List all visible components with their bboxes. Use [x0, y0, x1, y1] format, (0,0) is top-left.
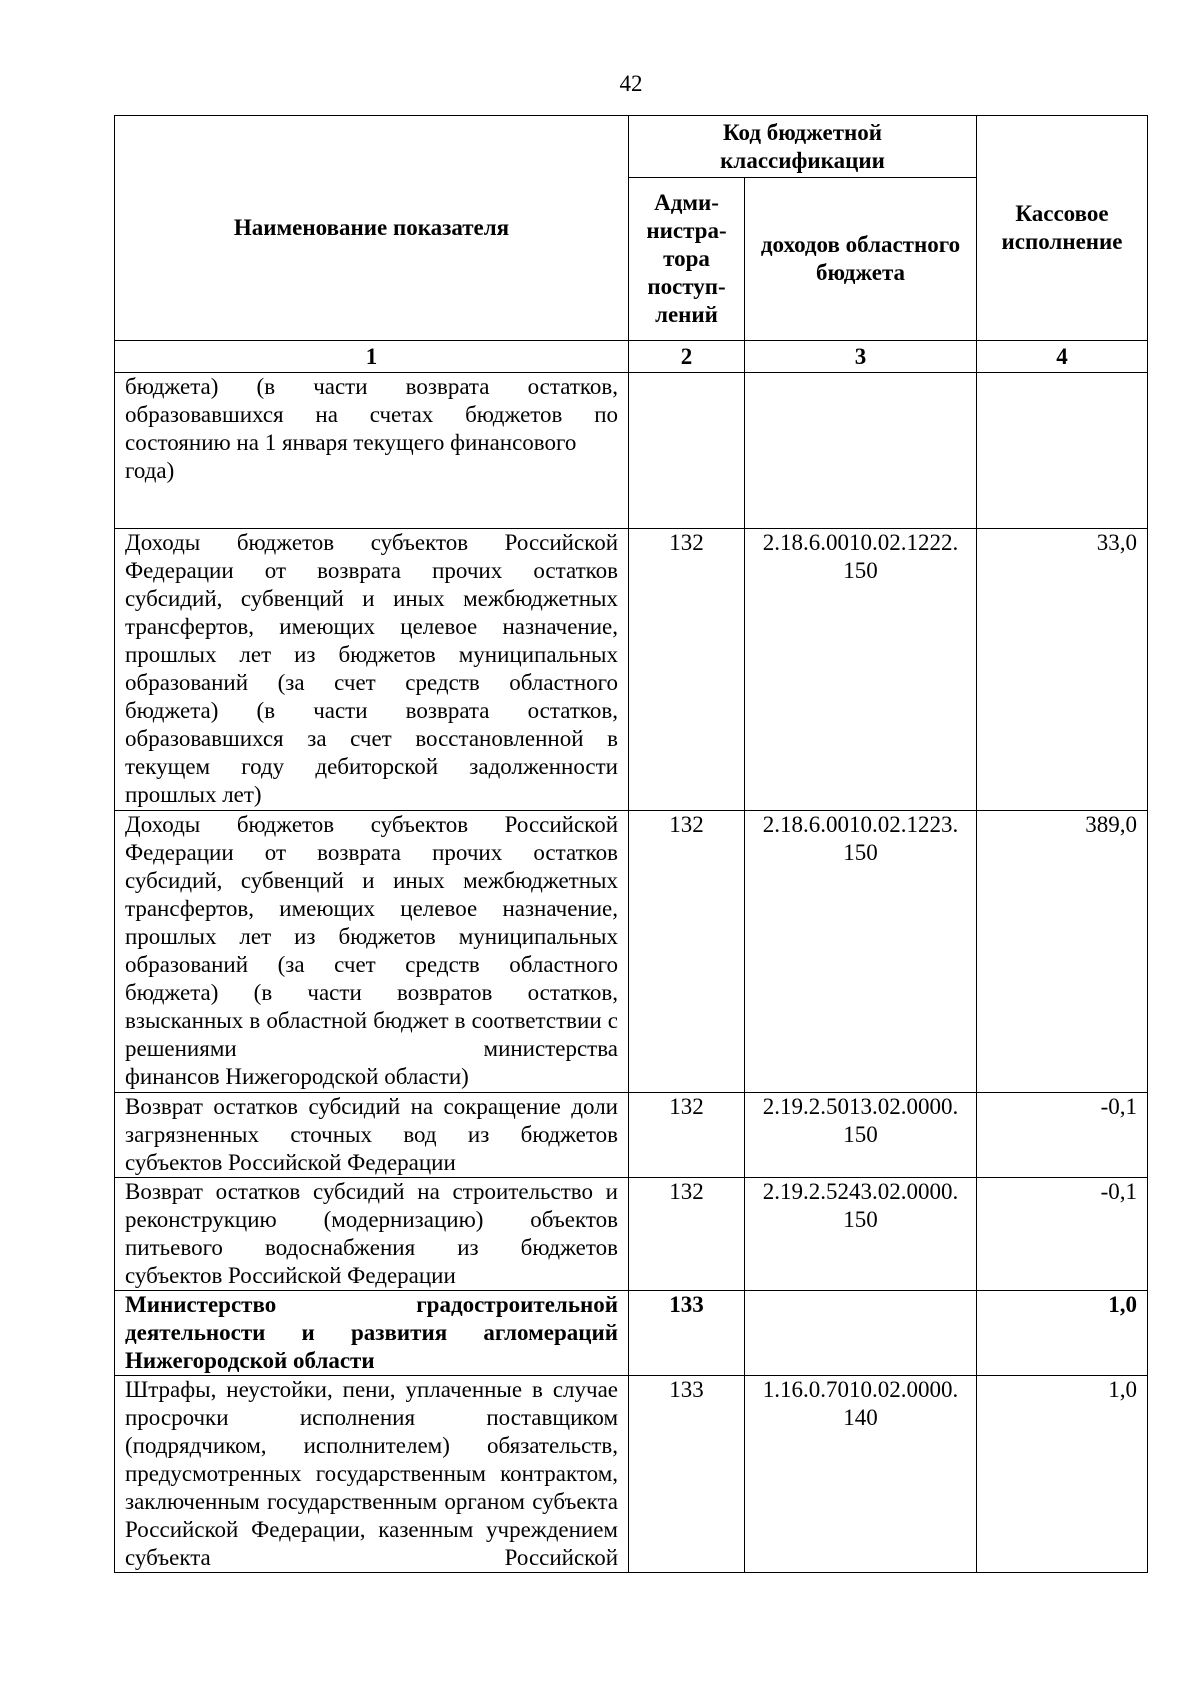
row-admin: 132	[629, 1178, 745, 1291]
row-name: Министерство градостроительной деятельности и развития агломераций Нижегородской области	[115, 1291, 629, 1376]
col-number-2: 2	[629, 341, 745, 373]
table-row	[115, 1376, 1148, 1573]
header-execution: Кассовое исполнение	[977, 116, 1148, 341]
row-code	[745, 373, 977, 529]
row-code: 2.18.6.0010.02.1222. 150	[745, 529, 977, 811]
row-admin: 132	[629, 811, 745, 1093]
row-admin: 132	[629, 1093, 745, 1178]
table-row	[115, 1178, 1148, 1291]
budget-table	[114, 115, 1148, 1573]
header-name: Наименование показателя	[115, 116, 629, 341]
row-code	[745, 1291, 977, 1376]
col-number-3: 3	[745, 341, 977, 373]
row-amount: -0,1	[977, 1093, 1148, 1178]
row-code: 2.19.2.5243.02.0000. 150	[745, 1178, 977, 1291]
header-income: доходов областного бюджета	[745, 178, 977, 341]
row-admin: 132	[629, 529, 745, 811]
row-amount: 389,0	[977, 811, 1148, 1093]
header-admin: Адми-нистра-тора поступ-лений	[629, 178, 745, 341]
row-amount: 1,0	[977, 1376, 1148, 1573]
table-row	[115, 1093, 1148, 1178]
row-amount: 1,0	[977, 1291, 1148, 1376]
row-code: 1.16.0.7010.02.0000. 140	[745, 1376, 977, 1573]
row-admin: 133	[629, 1291, 745, 1376]
table-row	[115, 529, 1148, 811]
page-number: 42	[619, 71, 643, 96]
row-code: 2.19.2.5013.02.0000. 150	[745, 1093, 977, 1178]
row-name: Доходы бюджетов субъектов Российской Федерации от возврата прочих остатков субсидий, субвенций и иных межбюджетных трансфертов, имеющих целевое назначение, прошлых лет из бюджетов муниципальных образований (за счет средств областного бюджета) (в части возвратов остатков, взысканных в областной бюджет в соответствии с решениями министерства финансов Нижегородской области)	[115, 811, 629, 1093]
row-name: Возврат остатков субсидий на строительство и реконструкцию (модернизацию) объектов питьевого водоснабжения из бюджетов субъектов Российской Федерации	[115, 1178, 629, 1291]
row-name: Штрафы, неустойки, пени, уплаченные в случае просрочки исполнения поставщиком (подрядчиком, исполнителем) обязательств, предусмотренных государственным контрактом, заключенным государственным органом субъекта Российской Федерации, казенным учреждением субъекта Российской	[115, 1376, 629, 1573]
row-code: 2.18.6.0010.02.1223. 150	[745, 811, 977, 1093]
row-admin: 133	[629, 1376, 745, 1573]
row-amount: 33,0	[977, 529, 1148, 811]
row-amount: -0,1	[977, 1178, 1148, 1291]
table-row	[115, 373, 1148, 529]
row-admin	[629, 373, 745, 529]
col-number-4: 4	[977, 341, 1148, 373]
row-name: бюджета) (в части возврата остатков, образовавшихся на счетах бюджетов по состоянию на 1 января текущего финансового года)	[115, 373, 629, 529]
row-amount	[977, 373, 1148, 529]
header-code-group: Код бюджетной классификации	[629, 116, 977, 178]
row-name: Возврат остатков субсидий на сокращение доли загрязненных сточных вод из бюджетов субъектов Российской Федерации	[115, 1093, 629, 1178]
table-row	[115, 811, 1148, 1093]
col-number-1: 1	[115, 341, 629, 373]
table-row-ministry	[115, 1291, 1148, 1376]
row-name: Доходы бюджетов субъектов Российской Федерации от возврата прочих остатков субсидий, субвенций и иных межбюджетных трансфертов, имеющих целевое назначение, прошлых лет из бюджетов муниципальных образований (за счет средств областного бюджета) (в части возврата остатков, образовавшихся за счет восстановленной в текущем году дебиторской задолженности прошлых лет)	[115, 529, 629, 811]
